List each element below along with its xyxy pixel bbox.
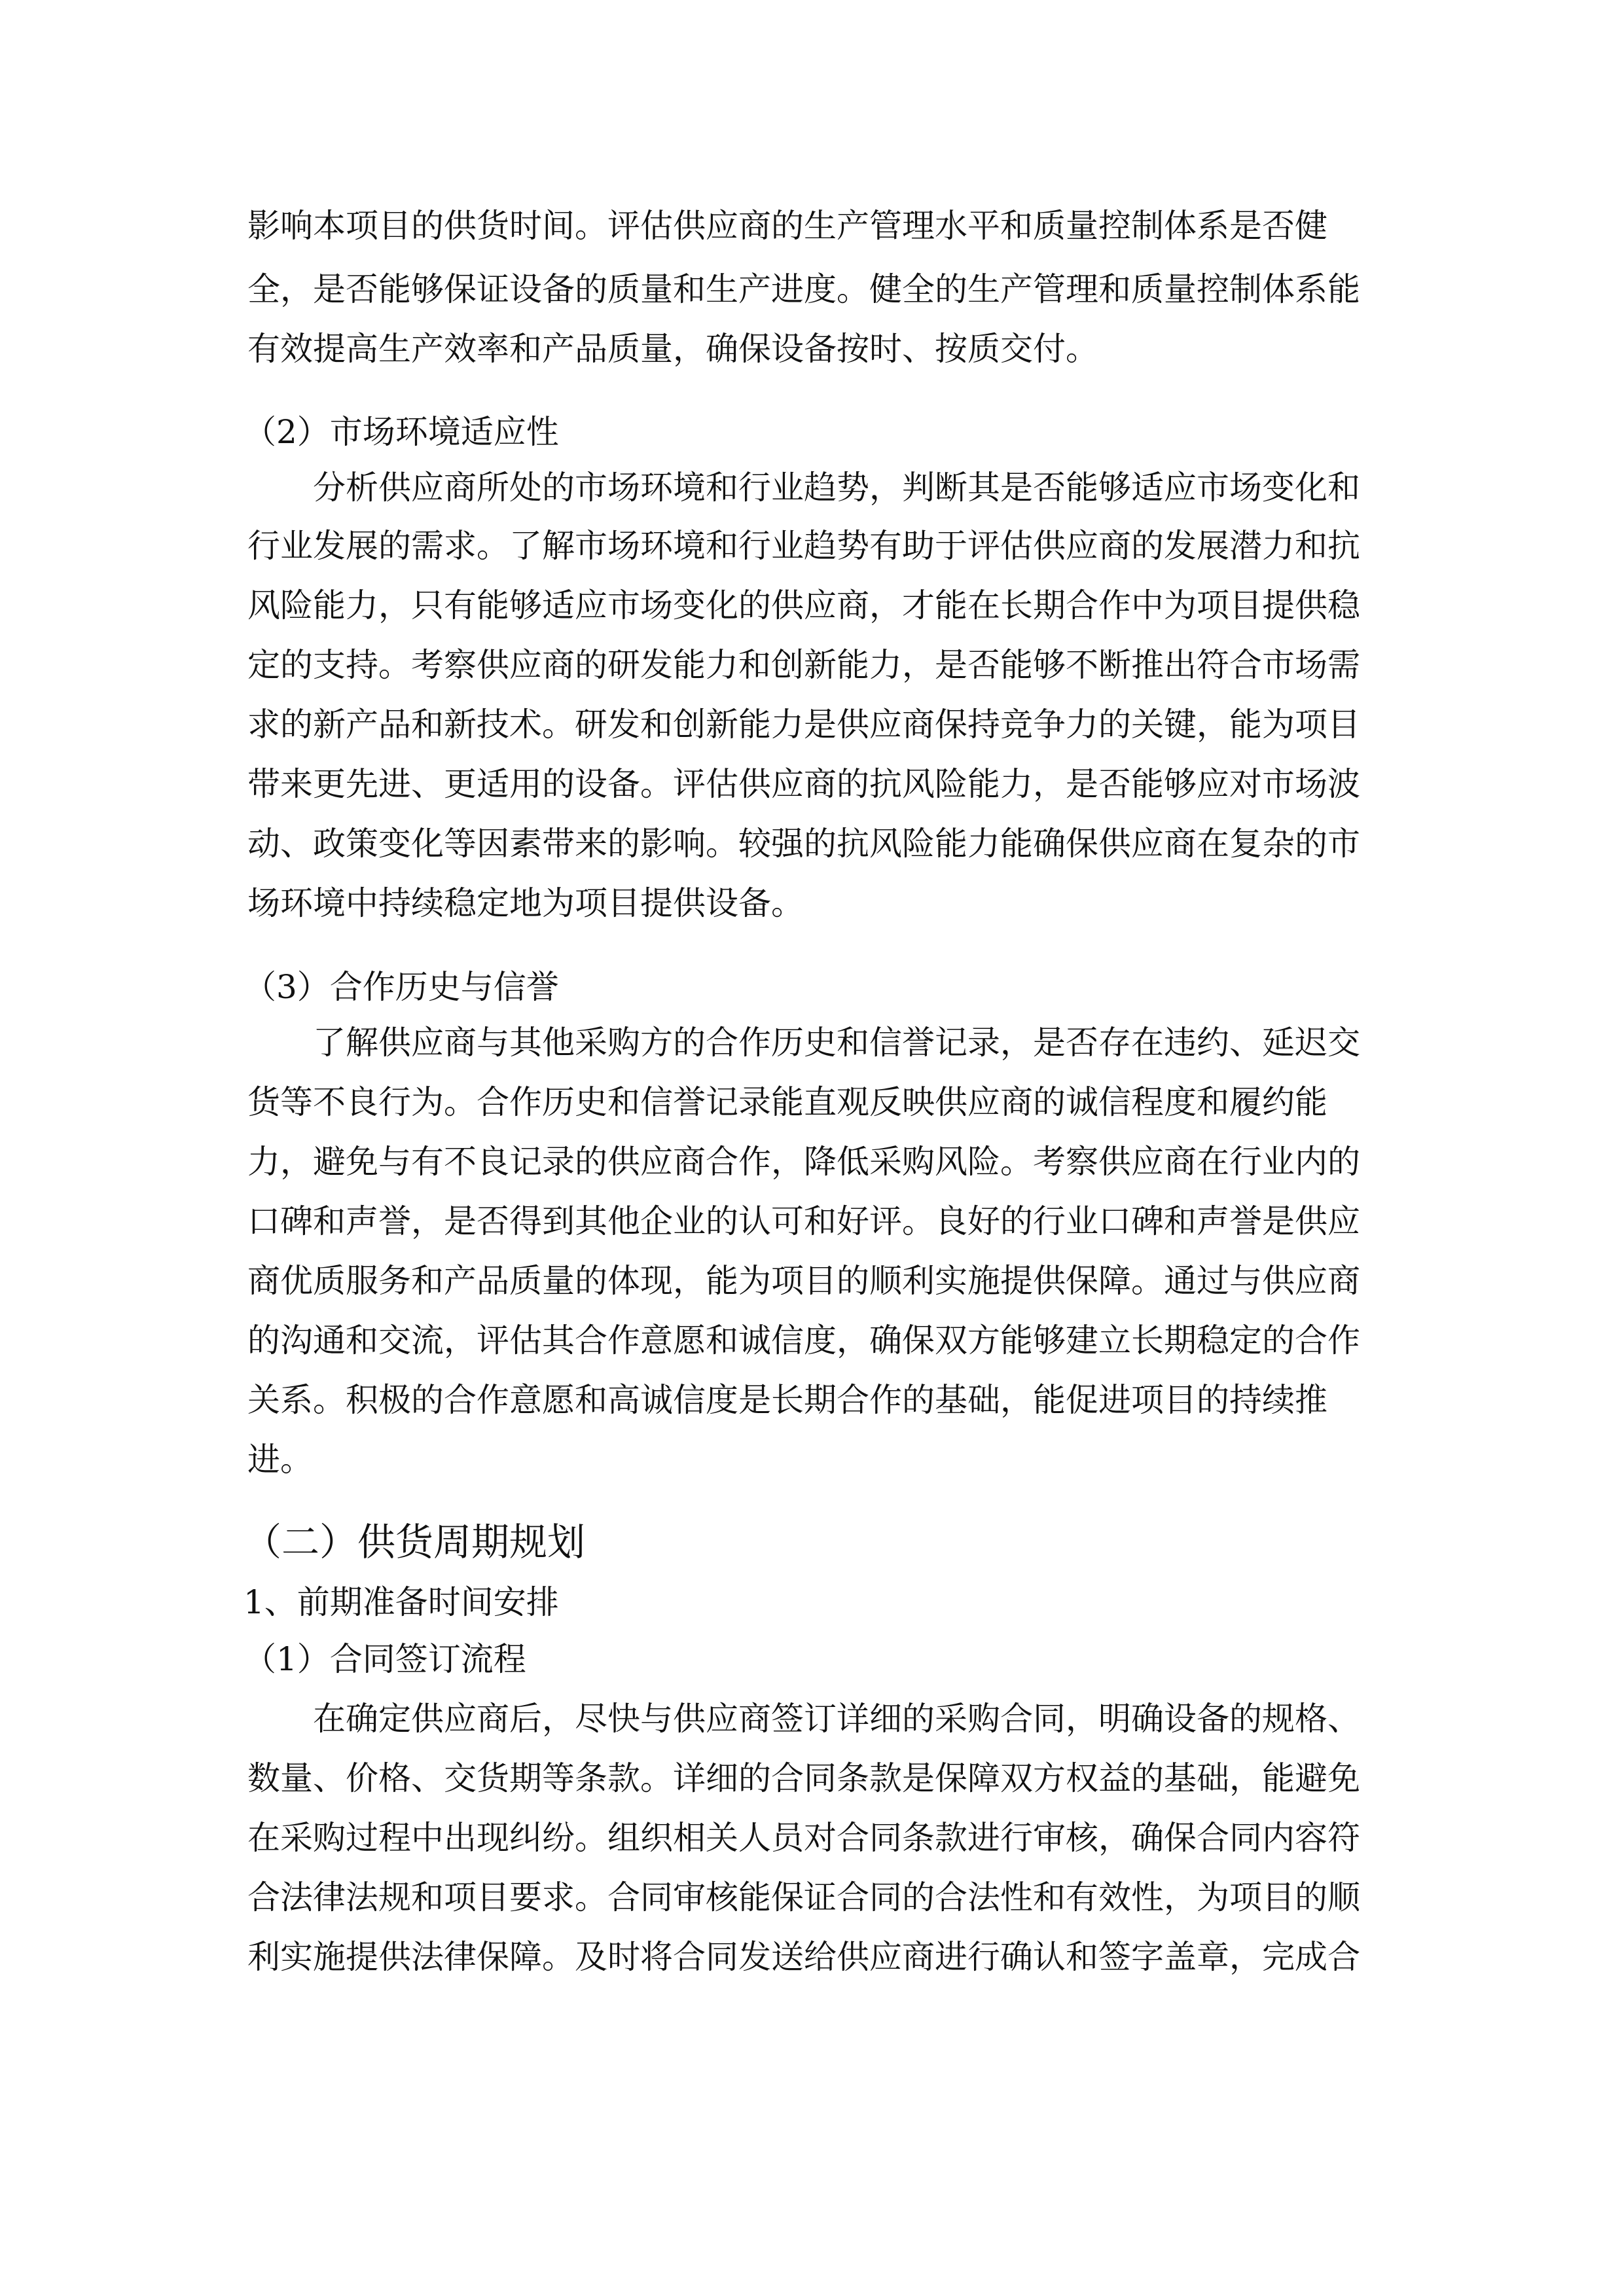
paragraph-line: 合法律法规和项目要求。合同审核能保证合同的合法性和有效性，为项目的顺 (247, 1878, 1360, 1916)
subsection-title: 1、前期准备时间安排 (244, 1583, 559, 1621)
paragraph-line: 分析供应商所处的市场环境和行业趋势，判断其是否能够适应市场变化和 (313, 469, 1360, 507)
paragraph-line: 的沟通和交流，评估其合作意愿和诚信度，确保双方能够建立长期稳定的合作 (247, 1321, 1360, 1359)
paragraph-line: 了解供应商与其他采购方的合作历史和信誉记录，是否存在违约、延迟交 (313, 1024, 1360, 1062)
paragraph-line: 力，避免与有不良记录的供应商合作，降低采购风险。考察供应商在行业内的 (247, 1143, 1360, 1181)
paragraph-line: 商优质服务和产品质量的体现，能为项目的顺利实施提供保障。通过与供应商 (247, 1262, 1360, 1300)
paragraph-line: 影响本项目的供货时间。评估供应商的生产管理水平和质量控制体系是否健 (247, 207, 1327, 245)
subsection-title: （3）合作历史与信誉 (244, 968, 559, 1006)
paragraph-line: 利实施提供法律保障。及时将合同发送给供应商进行确认和签字盖章，完成合 (247, 1938, 1360, 1976)
paragraph-line: 关系。积极的合作意愿和高诚信度是长期合作的基础，能促进项目的持续推 (247, 1381, 1327, 1419)
paragraph-line: 求的新产品和新技术。研发和创新能力是供应商保持竞争力的关键，能为项目 (247, 706, 1360, 744)
subsection-title: （1）合同签订流程 (244, 1640, 526, 1678)
section-heading: （二）供货周期规划 (244, 1520, 586, 1564)
paragraph-line: 在采购过程中出现纠纷。组织相关人员对合同条款进行审核，确保合同内容符 (247, 1819, 1360, 1857)
subsection-title: （2）市场环境适应性 (244, 413, 559, 451)
paragraph-line: 定的支持。考察供应商的研发能力和创新能力，是否能够不断推出符合市场需 (247, 646, 1360, 684)
paragraph-line: 场环境中持续稳定地为项目提供设备。 (247, 884, 804, 922)
paragraph-line: 口碑和声誉，是否得到其他企业的认可和好评。良好的行业口碑和声誉是供应 (247, 1202, 1360, 1240)
paragraph-line: 进。 (247, 1441, 313, 1479)
paragraph-line: 有效提高生产效率和产品质量，确保设备按时、按质交付。 (247, 330, 1098, 368)
paragraph-line: 行业发展的需求。了解市场环境和行业趋势有助于评估供应商的发展潜力和抗 (247, 527, 1360, 565)
paragraph-line: 货等不良行为。合作历史和信誉记录能直观反映供应商的诚信程度和履约能 (247, 1083, 1327, 1121)
paragraph-line: 带来更先进、更适用的设备。评估供应商的抗风险能力，是否能够应对市场波 (247, 765, 1360, 803)
paragraph-line: 风险能力，只有能够适应市场变化的供应商，才能在长期合作中为项目提供稳 (247, 586, 1360, 624)
paragraph-line: 数量、价格、交货期等条款。详细的合同条款是保障双方权益的基础，能避免 (247, 1759, 1360, 1797)
paragraph-line: 在确定供应商后，尽快与供应商签订详细的采购合同，明确设备的规格、 (313, 1700, 1360, 1738)
paragraph-line: 全，是否能够保证设备的质量和生产进度。健全的生产管理和质量控制体系能 (247, 270, 1360, 308)
paragraph-line: 动、政策变化等因素带来的影响。较强的抗风险能力能确保供应商在复杂的市 (247, 825, 1360, 863)
